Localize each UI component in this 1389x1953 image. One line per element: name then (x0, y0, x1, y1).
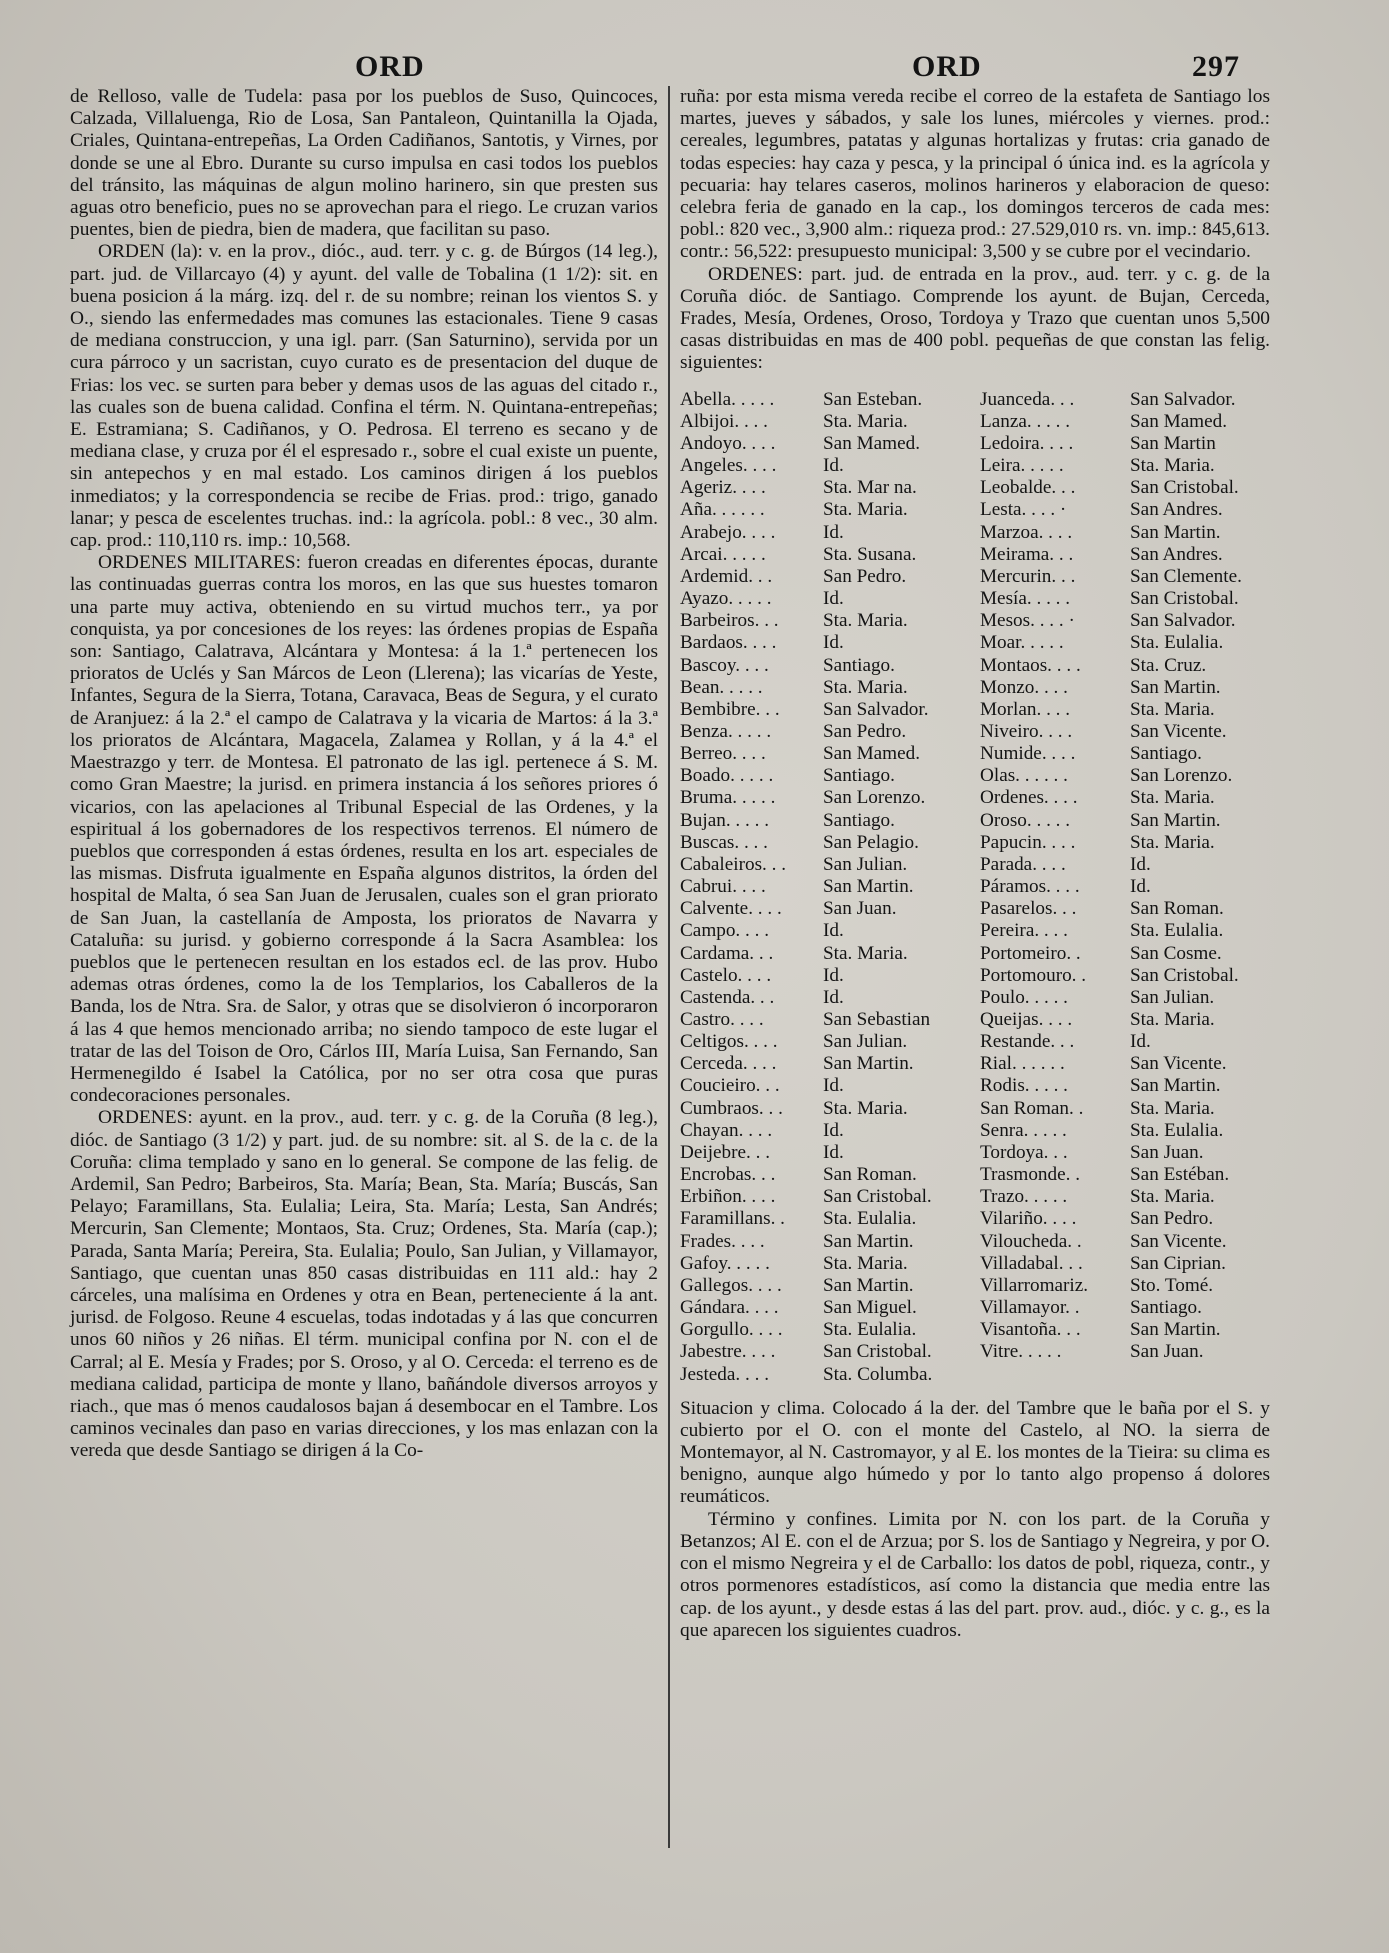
parish-patron: Sta. Maria. (1130, 698, 1215, 720)
parish-patron: San Mamed. (823, 432, 920, 454)
parish-patron: Sta. Susana. (823, 543, 917, 565)
parish-name: Jesteda. . . . (680, 1363, 769, 1385)
parish-name: Castelo. . . . (680, 964, 772, 986)
parish-row (980, 854, 1270, 876)
parish-name: Leira. . . . . (980, 455, 1064, 477)
parish-patron: Sta. Maria. (823, 410, 908, 432)
parish-name: Oroso. . . . . (980, 809, 1071, 831)
parish-row (680, 632, 970, 654)
parish-row (980, 787, 1270, 809)
parish-name: Boado. . . . . (680, 765, 774, 787)
parish-name: Angeles. . . . (680, 455, 777, 477)
parish-patron: San Estéban. (1130, 1164, 1230, 1186)
parish-name: Vitre. . . . . (980, 1341, 1062, 1363)
parish-name: Numide. . . . (980, 743, 1076, 765)
parish-row (980, 1031, 1270, 1053)
parish-name: Pasarelos. . . (980, 898, 1077, 920)
header-right-title: ORD (912, 50, 982, 83)
parish-row (980, 499, 1270, 521)
parish-row (680, 566, 970, 588)
parish-patron: Sta. Mar na. (823, 477, 917, 499)
parish-name: Bascoy. . . . (680, 654, 769, 676)
parish-name: Ayazo. . . . . (680, 588, 772, 610)
parish-patron: Id. (823, 1119, 844, 1141)
parish-row (680, 1098, 970, 1120)
parish-patron: San Juan. (1130, 1141, 1204, 1163)
parish-row (680, 787, 970, 809)
parish-row (680, 1142, 970, 1164)
parish-row (680, 1120, 970, 1142)
parish-row (980, 1208, 1270, 1230)
parish-name: Lesta. . . . · (980, 499, 1067, 521)
parish-name: Mercurin. . . (980, 565, 1076, 587)
parish-row (980, 920, 1270, 942)
parish-name: Cabrui. . . . (680, 876, 766, 898)
parish-patron: Santiago. (823, 809, 895, 831)
parish-patron: San Lorenzo. (823, 787, 926, 809)
parish-patron: Sta. Maria. (1130, 1009, 1215, 1031)
section-situacion-clima: Situacion y clima. Colocado á la der. del Tambre que le baña por el S. y cubierto por el O. con el monte del Castelo, al NO. la sierra de Montemayor, al N. Castromayor, y al E. los montes de la Tieira: su clima es benigno, aunque algo húmedo y por lo tanto algo propenso á dolores reumáticos. (680, 1397, 1270, 1508)
parish-row (680, 1208, 970, 1230)
parish-patron: Sta. Maria. (823, 676, 908, 698)
parish-name: Aña. . . . . . (680, 499, 765, 521)
parish-patron: San Salvador. (1130, 388, 1236, 410)
parish-patron: San Vicente. (1130, 1053, 1227, 1075)
parish-patron: San Martin. (1130, 676, 1221, 698)
paragraph-ordenes-part-jud: ORDENES: part. jud. de entrada en la prov., aud. terr. y c. g. de la Coruña dióc. de Santiago. Comprende los ayunt. de Bujan, Cerceda, Frades, Mesía, Ordenes, Oroso, Tordoya y Trazo que cuentan unos 5,500 casas distribuidas en mas de 400 pobl. pequeñas de que constan las felig. siguientes: (680, 263, 1270, 374)
parish-patron: Id. (823, 1075, 844, 1097)
parish-row (980, 898, 1270, 920)
parish-row (680, 987, 970, 1009)
parish-name: Poulo. . . . . (980, 986, 1068, 1008)
parish-row (680, 898, 970, 920)
parish-name: Abella. . . . . (680, 388, 775, 410)
parish-row (980, 1341, 1270, 1363)
parish-patron: Sta. Maria. (823, 1097, 908, 1119)
parish-name: Bardaos. . . . (680, 632, 777, 654)
page-number: 297 (1192, 50, 1240, 83)
column-divider (668, 86, 670, 1848)
parish-patron: Id. (823, 455, 844, 477)
parish-name: Andoyo. . . . (680, 432, 776, 454)
parish-patron: San Martin. (1130, 1319, 1221, 1341)
parish-name: Marzoa. . . . (980, 521, 1073, 543)
parish-name: Meirama. . . (980, 543, 1074, 565)
parish-patron: Id. (823, 964, 844, 986)
parish-name: Olas. . . . . . (980, 765, 1068, 787)
parish-row (980, 455, 1270, 477)
parish-patron: San Andres. (1130, 499, 1223, 521)
parish-name: Mesía. . . . . (980, 588, 1071, 610)
parish-patron: San Martin. (1130, 521, 1221, 543)
parish-name: Villadabal. . . (980, 1252, 1083, 1274)
parish-patron: Sta. Cruz. (1130, 654, 1207, 676)
parish-row (680, 810, 970, 832)
paragraph-ordenes-militares: ORDENES MILITARES: fueron creadas en diferentes épocas, durante las continuadas guerras contra los moros, en las que sus huestes tomaron una parte muy activa, obteniendo en su virtud muchos terr., ya por conquista, ya por concesiones de los reyes: las órdenes propias de España son: Santiago, Calatrava, Alcántara y Montesa: á la 1.ª pertenecen los prioratos de Uclés y San Márcos de Leon (Llerena); las vicarías de Yeste, Infantes, Segura de la Sierra, Totana, Caravaca, Beas de Segura, y el curato de Aranjuez: á la 2.ª el campo de Calatrava y la vicaria de Martos: á la 3.ª los prioratos de Alcántara, Magacela, Zalamea y Rollan, y á la 4.ª el Maestrazgo y terr. de Montesa. El patronato de las igl. pertenece á S. M. como Gran Maestre; la jurisd. en primera instancia á los señores priores ó vicarios, con las apelaciones al Tribunal Especial de las Ordenes, y la espiritual á los gobernadores de los respectivos terrenos. El número de pueblos que corresponden á estas órdenes, resulta en los art. especiales de las mismas. Disfruta igualmente en España algunos distritos, la órden del hospital de Malta, ó sea San Juan de Jerusalen, cuales son el gran priorato de San Juan, la castellanía de Amposta, los prioratos de Navarra y Cataluña: su jurisd. y gobierno corresponde á la Sacra Asamblea: los pueblos que le pertenecen resultan en los estados ecl. de las prov. Hubo ademas otras órdenes, como la de los Templarios, los Caballeros de la Banda, los de Ntra. Sra. de Salor, y otras que se disolvieron ó incorporaron á las 4 que hemos mencionado arriba; no siendo tampoco de este lugar el tratar de las del Toison de Oro, Cárlos III, María Luisa, San Fernando, San Hermenegildo é Isabel la Católica, por no ser otra cosa que puras condecoraciones personales. (70, 552, 658, 1107)
parish-list-left (680, 389, 970, 1386)
parish-row (680, 677, 970, 699)
parish-patron: San Sebastian (823, 1009, 931, 1031)
parish-patron: Id. (823, 1141, 844, 1163)
parish-patron: Sta. Maria. (1130, 1186, 1215, 1208)
parish-name: Ordenes. . . . (980, 787, 1078, 809)
parish-row (980, 389, 1270, 411)
parish-name: Portomeiro. . (980, 942, 1081, 964)
parish-name: Papucin. . . . (980, 831, 1076, 853)
parish-name: Berreo. . . . (680, 743, 766, 765)
parish-row (680, 1319, 970, 1341)
parish-row (680, 433, 970, 455)
parish-name: Albijoi. . . . (680, 410, 768, 432)
parish-patron: San Martin. (1130, 1075, 1221, 1097)
parish-patron: San Lorenzo. (1130, 765, 1233, 787)
parish-name: Celtigos. . . . (680, 1031, 778, 1053)
parish-patron: Id. (823, 986, 844, 1008)
parish-row (980, 1186, 1270, 1208)
parish-row (980, 987, 1270, 1009)
parish-name: Moar. . . . . (980, 632, 1064, 654)
parish-row (980, 876, 1270, 898)
parish-name: Trasmonde. . (980, 1164, 1081, 1186)
parish-patron: San Mamed. (1130, 410, 1227, 432)
parish-name: Montaos. . . . (980, 654, 1081, 676)
parish-patron: Sta. Eulalia. (823, 1319, 917, 1341)
parish-row (680, 411, 970, 433)
parish-name: Visantoña. . . (980, 1319, 1081, 1341)
parish-name: Castro. . . . (680, 1009, 764, 1031)
parish-patron: San Martin. (1130, 809, 1221, 831)
parish-name: Barbeiros. . . (680, 610, 779, 632)
parish-row (980, 610, 1270, 632)
parish-patron: San Cristobal. (823, 1186, 932, 1208)
parish-row (680, 1053, 970, 1075)
parish-patron: Santiago. (823, 654, 895, 676)
parish-patron: San Martin. (823, 1230, 914, 1252)
parish-patron: San Cristobal. (823, 1341, 932, 1363)
parish-patron: San Cosme. (1130, 942, 1222, 964)
parish-row (680, 1164, 970, 1186)
parish-name: Jabestre. . . . (680, 1341, 776, 1363)
parish-patron: San Miguel. (823, 1297, 917, 1319)
parish-row (980, 1231, 1270, 1253)
parish-name: Faramillans. . (680, 1208, 785, 1230)
parish-name: Deijebre. . . (680, 1141, 771, 1163)
parish-patron: San Vicente. (1130, 720, 1227, 742)
parish-list (680, 389, 1270, 1386)
parish-list-right (980, 389, 1270, 1386)
parish-row (980, 1319, 1270, 1341)
parish-name: Chayan. . . . (680, 1119, 773, 1141)
parish-patron: Id. (1130, 1031, 1151, 1053)
parish-row (980, 655, 1270, 677)
parish-row (680, 854, 970, 876)
parish-row (680, 1075, 970, 1097)
parish-name: Buscas. . . . (680, 831, 768, 853)
parish-row (980, 943, 1270, 965)
parish-row (680, 743, 970, 765)
parish-row (680, 965, 970, 987)
parish-name: Lanza. . . . . (980, 410, 1071, 432)
parish-patron: San Martin. (823, 1274, 914, 1296)
parish-name: Ageriz. . . . (680, 477, 766, 499)
parish-row (680, 699, 970, 721)
parish-patron: Id. (1130, 853, 1151, 875)
parish-name: Villarromariz. (980, 1274, 1089, 1296)
parish-row (680, 588, 970, 610)
parish-patron: San Martin. (823, 1053, 914, 1075)
parish-name: Cerceda. . . . (680, 1053, 777, 1075)
parish-name: Bean. . . . . (680, 676, 763, 698)
parish-name: Morlan. . . . (980, 698, 1071, 720)
parish-patron: San Pedro. (1130, 1208, 1214, 1230)
parish-row (980, 699, 1270, 721)
parish-patron: San Mamed. (823, 743, 920, 765)
parish-name: Cabaleiros. . . (680, 853, 787, 875)
parish-name: Villamayor. . (980, 1297, 1080, 1319)
parish-name: Calvente. . . . (680, 898, 782, 920)
parish-row (680, 765, 970, 787)
parish-row (980, 1053, 1270, 1075)
parish-row (980, 1075, 1270, 1097)
parish-name: Niveiro. . . . (980, 720, 1073, 742)
parish-name: Ledoira. . . . (980, 432, 1074, 454)
parish-name: Parada. . . . (980, 853, 1066, 875)
parish-name: Pereira. . . . (980, 920, 1068, 942)
parish-patron: San Martin. (823, 876, 914, 898)
parish-name: Campo. . . . (680, 920, 770, 942)
parish-patron: San Cristobal. (1130, 588, 1239, 610)
parish-patron: Sta. Maria. (1130, 831, 1215, 853)
parish-patron: San Clemente. (1130, 565, 1242, 587)
parish-patron: San Ciprian. (1130, 1252, 1226, 1274)
parish-row (980, 1142, 1270, 1164)
parish-row (980, 765, 1270, 787)
parish-patron: Id. (823, 588, 844, 610)
parish-patron: San Julian. (1130, 986, 1215, 1008)
parish-row (980, 677, 1270, 699)
parish-patron: Sta. Maria. (1130, 787, 1215, 809)
parish-row (980, 965, 1270, 987)
parish-patron: Sta. Maria. (823, 610, 908, 632)
parish-patron: Id. (823, 521, 844, 543)
parish-patron: San Juan. (1130, 1341, 1204, 1363)
parish-row (980, 433, 1270, 455)
parish-patron: Sta. Maria. (1130, 1097, 1215, 1119)
parish-row (980, 544, 1270, 566)
parish-row (680, 610, 970, 632)
parish-patron: Sta. Eulalia. (1130, 632, 1224, 654)
parish-patron: San Salvador. (1130, 610, 1236, 632)
parish-row (980, 1009, 1270, 1031)
left-column (70, 86, 658, 1463)
parish-name: Gándara. . . . (680, 1297, 779, 1319)
parish-name: Cumbraos. . . (680, 1097, 783, 1119)
parish-name: Frades. . . . (680, 1230, 765, 1252)
parish-patron: Santiago. (1130, 743, 1202, 765)
parish-patron: San Salvador. (823, 698, 929, 720)
parish-patron: San Andres. (1130, 543, 1223, 565)
parish-row (680, 1341, 970, 1363)
parish-name: Cardama. . . (680, 942, 774, 964)
parish-name: Encrobas. . . (680, 1164, 776, 1186)
parish-name: Páramos. . . . (980, 876, 1080, 898)
parish-patron: San Juan. (823, 898, 897, 920)
parish-row (680, 1297, 970, 1319)
parish-patron: San Cristobal. (1130, 964, 1239, 986)
parish-name: Bujan. . . . . (680, 809, 770, 831)
parish-row (680, 1253, 970, 1275)
parish-row (980, 477, 1270, 499)
parish-row (680, 832, 970, 854)
parish-row (680, 544, 970, 566)
parish-name: Arabejo. . . . (680, 521, 776, 543)
parish-patron: San Julian. (823, 1031, 908, 1053)
parish-patron: Sta. Maria. (823, 1252, 908, 1274)
parish-row (680, 1031, 970, 1053)
parish-row (980, 632, 1270, 654)
parish-name: Arcai. . . . . (680, 543, 766, 565)
parish-row (980, 411, 1270, 433)
parish-row (980, 743, 1270, 765)
parish-patron: Id. (823, 632, 844, 654)
paragraph-relloso: de Relloso, valle de Tudela: pasa por los pueblos de Suso, Quincoces, Calzada, Villaluenga, Rio de Losa, San Pantaleon, Quintanilla la Ojada, Criales, Quintana-entrepeñas, La Orden Cadiñanos, Santotis, y Virnes, por donde se une al Ebro. Durante su curso impulsa en casi todos los pueblos del tránsito, las máquinas de algun molino harinero, sin que presten sus aguas otro beneficio, pues no se aprovechan para el riego. Le cruzan varios puentes, bien de piedra, bien de madera, que facilitan su paso. (70, 86, 658, 241)
parish-patron: San Julian. (823, 853, 908, 875)
parish-row (980, 1120, 1270, 1142)
parish-row (980, 588, 1270, 610)
parish-row (980, 832, 1270, 854)
paragraph-orden-la: ORDEN (la): v. en la prov., dióc., aud. terr. y c. g. de Búrgos (14 leg.), part. jud. de Villarcayo (4) y ayunt. del valle de Tobalina (1 1/2): sit. en buena posicion á la márg. izq. del r. de su nombre; reinan los vientos S. y O., siendo las enfermedades mas comunes las estacionales. Tiene 9 casas de mediana construccion, y una igl. parr. (San Saturnino), servida por un cura párroco y un sacristan, cuyo curato es de presentacion del duque de Frias: los vec. se surten para beber y demas usos de las aguas del citado r., las cuales son de buena calidad. Confina el térm. N. Quintana-entrepeñas; E. Estramiana; S. Cadiñanos, y O. Pedrosa. El terreno es secano y de mediana clase, y cruza por él el espresado r., sobre el cual existe un puente, sin antepechos y en mal estado. Los caminos dirigen á los pueblos inmediatos; y la correspondencia se recibe de Frias. prod.: trigo, ganado lanar; y pesca de escelentes truchas. ind.: la agrícola. pobl.: 8 vec., 30 alm. cap. prod.: 110,110 rs. imp.: 10,568. (70, 241, 658, 552)
parish-patron: San Martin (1130, 432, 1216, 454)
parish-patron: Sta. Maria. (823, 499, 908, 521)
parish-patron: Id. (823, 920, 844, 942)
parish-row (680, 1186, 970, 1208)
parish-name: Queijas. . . . (980, 1009, 1073, 1031)
parish-name: Portomouro. . (980, 964, 1087, 986)
parish-row (680, 1364, 970, 1386)
parish-row (680, 1231, 970, 1253)
parish-row (680, 655, 970, 677)
parish-row (680, 1009, 970, 1031)
parish-name: Rodis. . . . . (980, 1075, 1068, 1097)
parish-row (680, 455, 970, 477)
parish-name: Restande. . . (980, 1031, 1075, 1053)
parish-name: Gallegos. . . . (680, 1274, 782, 1296)
parish-name: Bembibre. . . (680, 698, 780, 720)
parish-patron: San Esteban. (823, 388, 923, 410)
parish-name: Viloucheda. . (980, 1230, 1082, 1252)
parish-name: Leobalde. . . (980, 477, 1076, 499)
right-column (680, 86, 1270, 1642)
parish-row (680, 522, 970, 544)
parish-patron: Sta. Maria. (823, 942, 908, 964)
parish-patron: Sta. Maria. (1130, 455, 1215, 477)
parish-patron: Id. (1130, 876, 1151, 898)
paragraph-ordenes-ayunt: ORDENES: ayunt. en la prov., aud. terr. y c. g. de la Coruña (8 leg.), dióc. de Santiago (3 1/2) y part. jud. de su nombre: sit. al S. de la c. de la Coruña: clima templado y sano en lo general. Se compone de las felig. de Ardemil, San Pedro; Barbeiros, Sta. María; Bean, Sta. María; Buscás, San Pelayo; Faramillans, Sta. Eulalia; Leira, Sta. María; Lesta, San Andrés; Mercurin, San Clemente; Montaos, Sta. Cruz; Ordenes, Sta. María (cap.); Parada, Santa María; Pereira, Sta. Eulalia; Poulo, San Julian, y Villamayor, Santiago, que cuentan unas 850 casas distribuidas en 111 ald.: hay 2 cárceles, una malísima en Ordenes y otra en Bean, perteneciente á la ant. jurisd. de Folgoso. Reune 4 escuelas, todas indotadas y á las que concurren unos 60 niños y 26 niñas. El térm. municipal confina por N. con el de Carral; al E. Mesía y Frades; por S. Oroso, y al O. Cerceda: el terreno es de mediana calidad, participa de monte y llano, bañándole diversos arroyos y riach., que mas ó menos caudalosos bajan á desembocar en el Tambre. Los caminos vecinales dan paso en varias direcciones, y los mas enlazan con la vereda que desde Santiago se dirigen á la Co- (70, 1107, 658, 1462)
parish-patron: Sta. Eulalia. (1130, 920, 1224, 942)
parish-row (680, 389, 970, 411)
parish-name: Rial. . . . . . (980, 1053, 1065, 1075)
parish-row (680, 477, 970, 499)
parish-name: Mesos. . . . · (980, 610, 1075, 632)
parish-name: Tordoya. . . (980, 1141, 1068, 1163)
parish-patron: San Cristobal. (1130, 477, 1239, 499)
parish-name: Juanceda. . . (980, 388, 1075, 410)
paragraph-coruna-continued: ruña: por esta misma vereda recibe el correo de la estafeta de Santiago los martes, jueves y sábados, y sale los lunes, miércoles y viernes. prod.: cereales, legumbres, patatas y algunas hortalizas y frutas: cria ganado de todas especies: hay caza y pesca, y la principal ó única ind. es la agrícola y pecuaria: hay telares caseros, molinos harineros y elaboracion de queso: celebra feria de ganado en la cap., los domingos terceros de cada mes: pobl.: 820 vec., 3,900 alm.: riqueza prod.: 27.529,010 rs. vn. imp.: 845,613. contr.: 56,522: presupuesto municipal: 3,500 y se cubre por el vecindario. (680, 86, 1270, 263)
parish-name: Erbiñon. . . . (680, 1186, 776, 1208)
parish-row (980, 566, 1270, 588)
parish-patron: San Pelagio. (823, 831, 919, 853)
parish-patron: Santiago. (823, 765, 895, 787)
parish-name: Castenda. . . (680, 986, 775, 1008)
parish-name: Benza. . . . . (680, 720, 772, 742)
parish-name: Coucieiro. . . (680, 1075, 780, 1097)
parish-name: Gorgullo. . . . (680, 1319, 783, 1341)
parish-name: Ardemid. . . (680, 565, 773, 587)
parish-row (680, 920, 970, 942)
parish-row (980, 1275, 1270, 1297)
parish-row (980, 721, 1270, 743)
parish-row (980, 1297, 1270, 1319)
parish-row (980, 1164, 1270, 1186)
parish-patron: Sta. Eulalia. (823, 1208, 917, 1230)
parish-name: Senra. . . . . (980, 1119, 1067, 1141)
parish-patron: San Pedro. (823, 720, 907, 742)
section-termino-confines: Término y confines. Limita por N. con los part. de la Coruña y Betanzos; Al E. con el de Arzua; por S. los de Santiago y Negreira, y por O. con el mismo Negreira y el de Carballo: los datos de pobl, riqueza, contr., y otros pormenores estadísticos, así como la distancia que media entre las cap. de los ayunt., y desde estas á las del part. prov. aud., dióc. y c. g., es la que aparecen los siguientes cuadros. (680, 1508, 1270, 1641)
parish-name: Vilariño. . . . (980, 1208, 1077, 1230)
parish-patron: San Roman. (823, 1164, 917, 1186)
header-left-title: ORD (355, 50, 425, 83)
parish-name: Bruma. . . . . (680, 787, 776, 809)
parish-row (680, 721, 970, 743)
parish-name: Gafoy. . . . . (680, 1252, 770, 1274)
parish-patron: Santiago. (1130, 1297, 1202, 1319)
parish-patron: Sta. Eulalia. (1130, 1119, 1224, 1141)
parish-row (680, 876, 970, 898)
parish-patron: San Roman. (1130, 898, 1224, 920)
parish-row (980, 1253, 1270, 1275)
parish-row (680, 1275, 970, 1297)
parish-patron: Sta. Columba. (823, 1363, 933, 1385)
parish-row (680, 943, 970, 965)
parish-row (980, 1098, 1270, 1120)
parish-patron: San Vicente. (1130, 1230, 1227, 1252)
parish-row (980, 522, 1270, 544)
parish-name: San Roman. . (980, 1097, 1084, 1119)
parish-patron: Sto. Tomé. (1130, 1274, 1214, 1296)
parish-row (680, 499, 970, 521)
parish-name: Monzo. . . . (980, 676, 1068, 698)
parish-row (980, 810, 1270, 832)
parish-patron: San Pedro. (823, 565, 907, 587)
parish-name: Trazo. . . . . (980, 1186, 1068, 1208)
